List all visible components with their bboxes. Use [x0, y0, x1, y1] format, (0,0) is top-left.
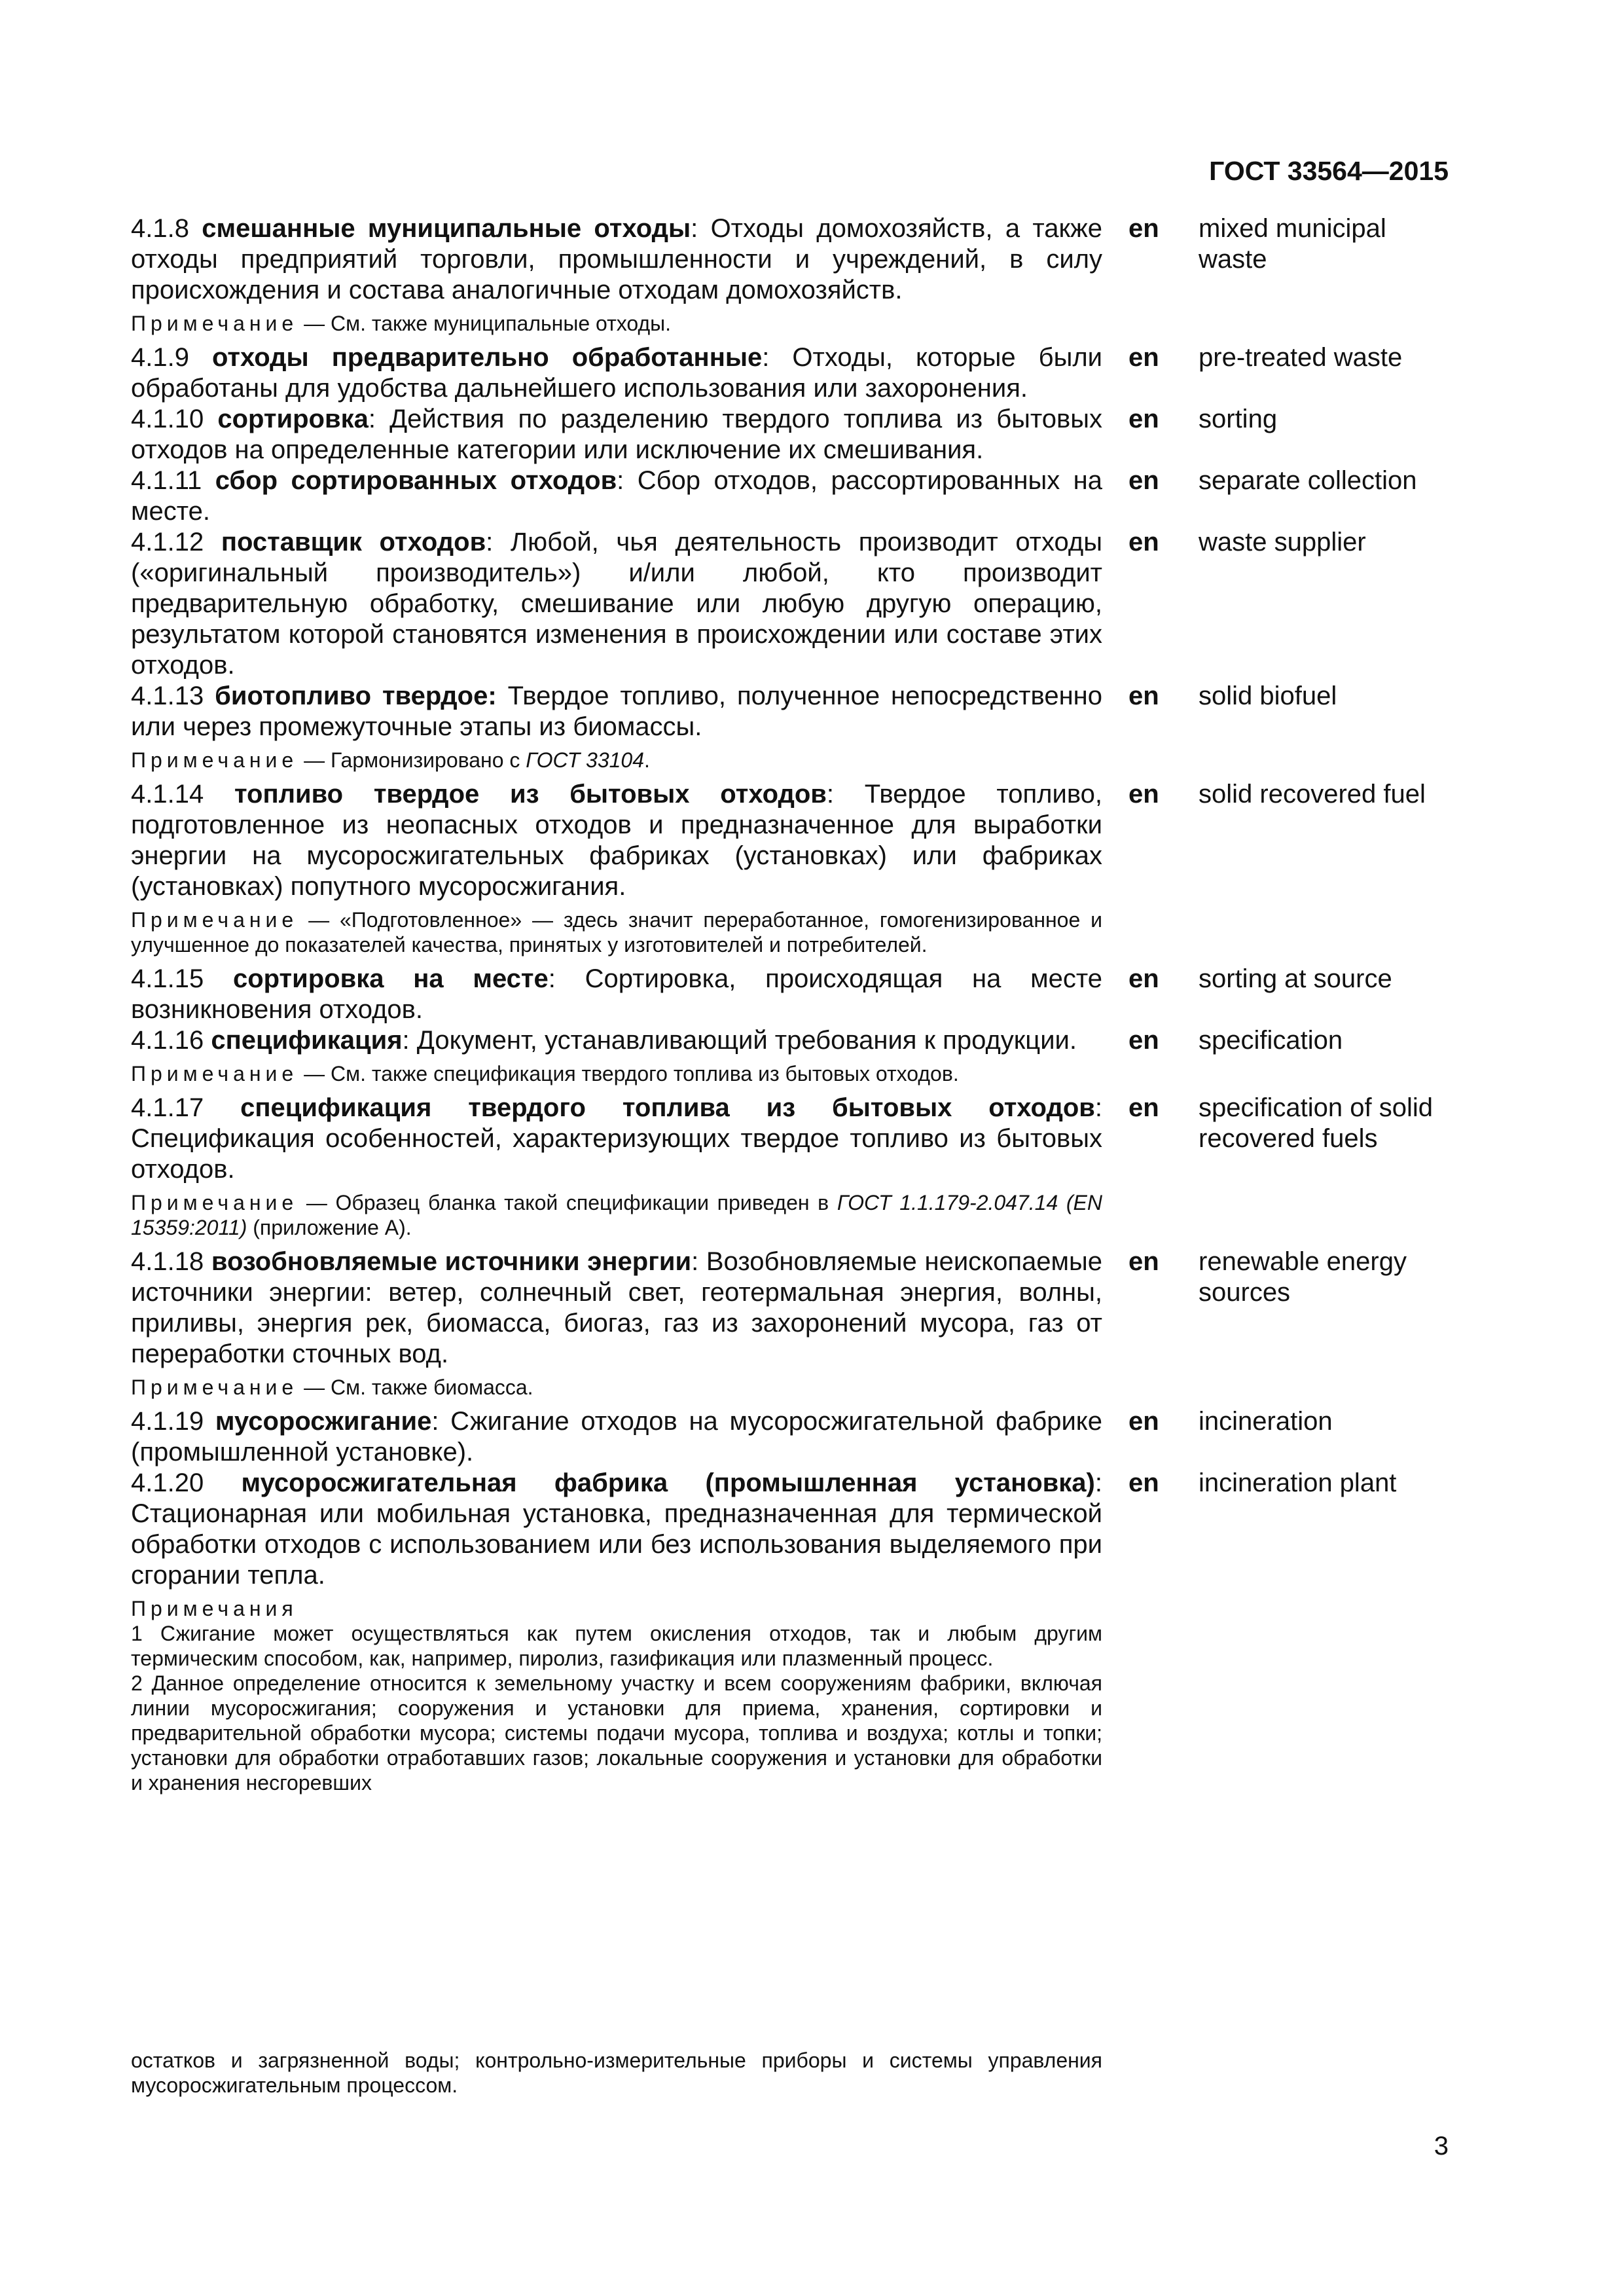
term-definition: [131, 1406, 1102, 1468]
term-name: сортировка на месте: [232, 964, 549, 993]
final-notes: [131, 1591, 1449, 1795]
document-number: ГОСТ 33564—2015: [1209, 156, 1449, 186]
language-code: en: [1128, 964, 1159, 993]
term-definition: [131, 681, 1102, 742]
note-label: Примечание: [131, 748, 298, 772]
term-name: биотопливо твердое:: [215, 682, 497, 710]
term-entry: [131, 404, 1449, 465]
term-note: [131, 1190, 1102, 1240]
term-number: 4.1.20: [131, 1468, 242, 1497]
english-equivalent: solid biofuel: [1199, 682, 1337, 710]
term-separator: :: [617, 466, 624, 495]
english-equivalent: specification: [1199, 1026, 1343, 1055]
terms-list: [131, 213, 1449, 1795]
english-equivalent: specification of solid recovered fuels: [1199, 1093, 1433, 1153]
term-body: [131, 1406, 1102, 1468]
page-number: 3: [1434, 2132, 1449, 2160]
english-equivalent: incineration plant: [1199, 1468, 1397, 1497]
entry-gap: [131, 336, 1449, 342]
term-definition: [131, 1025, 1102, 1056]
term-name: возобновляемые источники энергии: [211, 1247, 692, 1276]
term-note: [131, 1375, 1102, 1400]
note-continuation: остатков и загрязненной воды; контрольно-измерительные приборы и системы управления мусоросжигательным процессом.: [131, 2049, 1102, 2097]
note-reference: ГОСТ 1.1.179-2.047.14 (EN 15359:2011): [131, 1191, 1102, 1239]
term-body: [131, 779, 1102, 957]
term-name: сортировка: [217, 405, 369, 433]
note-text: См. также спецификация твердого топлива из бытовых отходов.: [331, 1062, 959, 1085]
note-tail: (приложение А).: [247, 1216, 412, 1239]
term-number: 4.1.10: [131, 405, 218, 433]
term-name: топливо твердое из бытовых отходов: [234, 780, 827, 809]
term-note: [131, 311, 1102, 336]
term-name: мусоросжигательная фабрика (промышленная установка): [241, 1468, 1095, 1497]
english-equivalent: separate collection: [1199, 466, 1417, 495]
term-entry: [131, 527, 1449, 681]
note-label: Примечание: [131, 1191, 298, 1214]
english-equivalent: renewable energy sources: [1199, 1247, 1407, 1307]
term-body: [131, 465, 1102, 527]
term-definition: [131, 404, 1102, 465]
language-code: en: [1128, 466, 1159, 495]
english-equivalent: pre-treated waste: [1199, 343, 1403, 372]
term-definition-text: Действия по разделению твердого топлива из бытовых отходов на определенные категории или исключение их смешивания.: [131, 405, 1102, 464]
term-definition-text: Отходы, которые были обработаны для удобства дальнейшего использования или захоронения.: [131, 343, 1102, 403]
term-body: [131, 964, 1102, 1025]
final-notes-label: Примечания: [131, 1597, 298, 1620]
note-label: Примечание: [131, 908, 298, 932]
term-definition-text: Документ, устанавливающий требования к продукции.: [409, 1026, 1077, 1055]
language-code: en: [1128, 1468, 1159, 1497]
term-separator: :: [691, 1247, 699, 1276]
term-definition-text: Стационарная или мобильная установка, предназначенная для термической обработки отходов с использованием или без использования выделяемого при сгорании тепла.: [131, 1499, 1102, 1590]
final-note-item: 1 Сжигание может осуществляться как путем окисления отходов, так и любым другим термическим способом, как, например, пиролиз, газификация или плазменный процесс.: [131, 1622, 1102, 1670]
note-text: Гармонизировано с: [331, 748, 526, 772]
language-code: en: [1128, 682, 1159, 710]
term-definition: [131, 1247, 1102, 1370]
english-equivalent: waste supplier: [1199, 528, 1366, 556]
term-number: 4.1.17: [131, 1093, 241, 1122]
note-text: «Подготовленное» — здесь значит переработанное, гомогенизированное и улучшенное до показателей качества, принятых у изготовителей и потребителей.: [131, 908, 1103, 957]
term-definition: [131, 779, 1102, 902]
term-separator: :: [1094, 1093, 1102, 1122]
note-dash: —: [298, 1062, 331, 1085]
term-separator: :: [548, 964, 556, 993]
term-note: [131, 1061, 1102, 1086]
term-body: [131, 1093, 1102, 1240]
entry-gap: [131, 1400, 1449, 1406]
note-text: См. также муниципальные отходы.: [331, 312, 672, 335]
term-entry: [131, 1247, 1449, 1400]
english-equivalent: mixed municipal waste: [1199, 214, 1386, 274]
term-body: [131, 342, 1102, 404]
term-definition: [131, 213, 1102, 306]
term-body: [131, 1247, 1102, 1400]
term-definition-text: Любой, чья деятельность производит отходы («оригинальный производитель») и/или любой, кто производит предварительную обработку, смешивание или любую другую операцию, результатом которой становятся изменения в происхождении или составе этих отходов.: [131, 528, 1103, 680]
language-code: en: [1128, 1093, 1159, 1122]
term-name: сбор сортированных отходов: [215, 466, 617, 495]
entry-gap: [131, 957, 1449, 964]
term-entry: [131, 964, 1449, 1025]
language-code: en: [1128, 780, 1159, 809]
term-definition-text: Сбор отходов, рассортированных на месте.: [131, 466, 1102, 526]
term-separator: :: [402, 1026, 410, 1055]
term-number: 4.1.14: [131, 780, 234, 809]
term-number: 4.1.8: [131, 214, 202, 243]
term-note: [131, 907, 1102, 957]
term-note: [131, 748, 1102, 773]
note-text: Образец бланка такой спецификации приведен в: [335, 1191, 837, 1214]
note-label: Примечание: [131, 312, 298, 335]
term-name: спецификация: [211, 1026, 403, 1055]
note-label: Примечание: [131, 1062, 298, 1085]
note-dash: —: [298, 908, 340, 932]
term-separator: :: [826, 780, 835, 809]
term-body: [131, 681, 1102, 773]
term-name: спецификация твердого топлива из бытовых отходов: [240, 1093, 1095, 1122]
term-definition-text: Сортировка, происходящая на месте возникновения отходов.: [131, 964, 1103, 1024]
term-number: 4.1.11: [131, 466, 215, 495]
term-name: отходы предварительно обработанные: [211, 343, 763, 372]
english-equivalent: incineration: [1199, 1407, 1333, 1436]
term-definition-text: Спецификация особенностей, характеризующих твердое топливо из бытовых отходов.: [131, 1124, 1102, 1184]
term-name: поставщик отходов: [221, 528, 486, 556]
term-number: 4.1.19: [131, 1407, 215, 1436]
term-separator: :: [1094, 1468, 1102, 1497]
term-name: мусоросжигание: [215, 1407, 432, 1436]
entry-gap: [131, 1086, 1449, 1093]
final-note-item: 2 Данное определение относится к земельному участку и всем сооружениям фабрики, включая линии мусоросжигания; сооружения и установки для приема, хранения, сортировки и предварительной обработки мусора; системы подачи мусора, топлива и воздуха; котлы и топки; установки для обработки отработавших газов; локальные сооружения и установки для обработки и хранения несгоревших: [131, 1671, 1102, 1795]
term-entry: [131, 681, 1449, 773]
language-code: en: [1128, 528, 1159, 556]
language-code: en: [1128, 214, 1159, 243]
term-number: 4.1.9: [131, 343, 212, 372]
language-code: en: [1128, 1407, 1159, 1436]
term-body: [131, 527, 1102, 681]
term-definition: [131, 1468, 1102, 1591]
term-entry: [131, 1406, 1449, 1468]
entry-gap: [131, 773, 1449, 779]
note-text: См. также биомасса.: [331, 1376, 533, 1399]
term-separator: :: [486, 528, 494, 556]
term-definition: [131, 527, 1102, 681]
note-tail: .: [644, 748, 650, 772]
term-separator: :: [368, 405, 376, 433]
term-definition-text: Отходы домохозяйств, а также отходы предприятий торговли, промышленности и учреждений, в силу происхождения и состава аналогичные отходам домохозяйств.: [131, 214, 1102, 304]
note-dash: —: [298, 312, 331, 335]
note-label: Примечание: [131, 1376, 298, 1399]
term-definition: [131, 1093, 1102, 1185]
note-reference: ГОСТ 33104: [526, 748, 644, 772]
term-definition-text: Сжигание отходов на мусоросжигательной фабрике (промышленной установке).: [131, 1407, 1102, 1467]
term-number: 4.1.16: [131, 1026, 211, 1055]
term-entry: [131, 1093, 1449, 1240]
entry-gap: [131, 1240, 1449, 1247]
term-entry: [131, 1025, 1449, 1086]
term-entry: [131, 342, 1449, 404]
english-equivalent: sorting at source: [1199, 964, 1392, 993]
term-separator: :: [431, 1407, 439, 1436]
term-separator: :: [762, 343, 770, 372]
term-body: [131, 404, 1102, 465]
term-number: 4.1.12: [131, 528, 221, 556]
language-code: en: [1128, 1247, 1159, 1276]
term-body: [131, 1468, 1102, 1591]
term-definition: [131, 342, 1102, 404]
term-name: смешанные муниципальные отходы: [202, 214, 691, 243]
language-code: en: [1128, 1026, 1159, 1055]
note-dash: —: [298, 1376, 331, 1399]
term-number: 4.1.18: [131, 1247, 211, 1276]
language-code: en: [1128, 405, 1159, 433]
term-body: [131, 1025, 1102, 1086]
english-equivalent: sorting: [1199, 405, 1278, 433]
language-code: en: [1128, 343, 1159, 372]
term-separator: :: [691, 214, 698, 243]
final-notes-body: [131, 1591, 1102, 1795]
term-definition: [131, 964, 1102, 1025]
term-entry: [131, 779, 1449, 957]
term-body: [131, 213, 1102, 336]
term-definition-text: Возобновляемые неископаемые источники энергии: ветер, солнечный свет, геотермальная энергия, волны, приливы, энергия рек, биомасса, биогаз, газ из захоронений мусора, газ от переработки сточных вод.: [131, 1247, 1103, 1368]
english-equivalent: solid recovered fuel: [1199, 780, 1426, 809]
term-entry: [131, 1468, 1449, 1591]
note-dash: —: [298, 748, 331, 772]
term-number: 4.1.15: [131, 964, 233, 993]
term-entry: [131, 465, 1449, 527]
term-number: 4.1.13: [131, 682, 215, 710]
term-definition: [131, 465, 1102, 527]
term-definition-text: Твердое топливо, полученное непосредственно или через промежуточные этапы из биомассы.: [131, 682, 1102, 741]
term-entry: [131, 213, 1449, 336]
note-dash: —: [298, 1191, 336, 1214]
term-definition-text: Твердое топливо, подготовленное из неопасных отходов и предназначенное для выработки энергии на мусоросжигательных фабриках (установках) или фабриках (установках) попутного мусоросжигания.: [131, 780, 1102, 901]
